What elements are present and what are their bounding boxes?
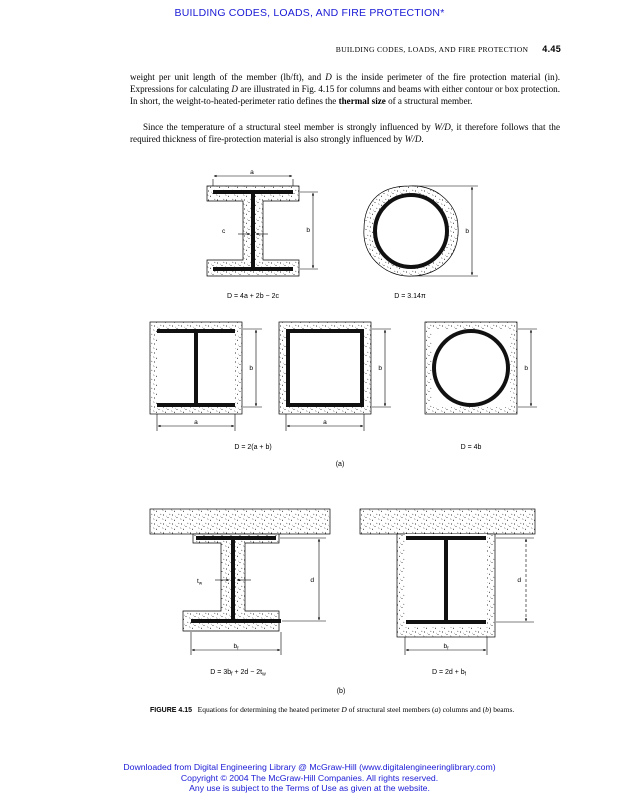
bottom-flange [191, 619, 281, 623]
label-d-box: d [517, 577, 521, 584]
web [231, 540, 235, 619]
top-flange [196, 536, 276, 540]
paragraph-2: Since the temperature of a structural steel member is strongly influenced by W/D, it therefore follows that the required thickness of fire-protection material is also strongly influenced by W/D. [130, 122, 560, 145]
figure-caption: FIGURE 4.15 Equations for determining the heated perimeter D of structural steel members (a) columns and (b) beams. [150, 705, 515, 714]
part-a-label: (a) [335, 461, 345, 468]
concrete-slab [150, 509, 330, 534]
label-b-box: b [249, 365, 253, 372]
label-b: b [306, 227, 310, 234]
top-flange [157, 329, 235, 333]
web [444, 540, 448, 620]
web [194, 333, 198, 403]
download-banner: BUILDING CODES, LOADS, AND FIRE PROTECTION* [174, 7, 445, 19]
top-flange [406, 536, 486, 540]
box-protected-pipe-column [425, 322, 537, 414]
label-d: d [310, 577, 314, 584]
equation-a1: D = 4a + 2b − 2c [227, 293, 279, 300]
part-b-label: (b) [336, 688, 346, 695]
column-contour-protection [207, 169, 318, 276]
label-a-tube: a [323, 419, 327, 426]
equation-a2: D = 3.14π [394, 293, 426, 300]
equation-b2: $D = 2d + b_f$ [431, 669, 467, 678]
steel-pipe [375, 195, 447, 267]
label-a: a [250, 169, 254, 176]
label-b-pipe-box: b [524, 365, 528, 372]
equation-a4: D = 4b [460, 444, 482, 451]
label-tw: $t_w$ [197, 578, 203, 586]
figure-caption-label: FIGURE 4.15 [150, 707, 193, 714]
paragraph-1: weight per unit length of the member (lb/ft), and D is the inside perimeter of the fire protection material (in). Expressions for calculating D are illustrated in Fig. 4.15 for columns and beams with either contour or box protection. In short, the weight-to-heated-perimeter ratio defines the thermal size of a structural member. [130, 72, 561, 107]
bottom-flange [213, 267, 293, 271]
running-head-title: BUILDING CODES, LOADS, AND FIRE PROTECTION [335, 45, 529, 54]
page-number: 4.45 [542, 44, 561, 54]
footer-line-3[interactable]: Any use is subject to the Terms of Use as given at the website. [189, 783, 430, 794]
download-footer [0, 762, 619, 794]
bottom-flange [406, 620, 486, 624]
concrete-slab [360, 509, 535, 534]
label-b-pipe: b [465, 228, 469, 235]
footer-line-2: Copyright © 2004 The McGraw-Hill Companies. All rights reserved. [180, 772, 439, 783]
bottom-flange [157, 403, 235, 407]
web [251, 194, 255, 267]
label-bf-box: $b_f$ [443, 643, 449, 651]
pipe-contour-protection [364, 186, 478, 276]
label-c: c [222, 228, 226, 235]
equation-a3: D = 2(a + b) [234, 444, 272, 451]
label-b-tube: b [378, 365, 382, 372]
footer-line-1[interactable]: Downloaded from Digital Engineering Library @ McGraw-Hill (www.digitalengineeringlibrary.com) [123, 762, 496, 772]
label-bf: $b_f$ [233, 643, 239, 651]
beam-contour-protection [150, 509, 330, 655]
beam-box-protection [360, 509, 535, 655]
box-protected-w-column [150, 322, 262, 431]
top-flange [213, 190, 293, 194]
term-thermal-size: thermal size [338, 96, 386, 107]
label-a-box: a [194, 419, 198, 426]
equation-b1: $D = 3b_f + 2d - 2t_w$ [210, 669, 266, 678]
box-protected-tube-column [279, 322, 391, 431]
